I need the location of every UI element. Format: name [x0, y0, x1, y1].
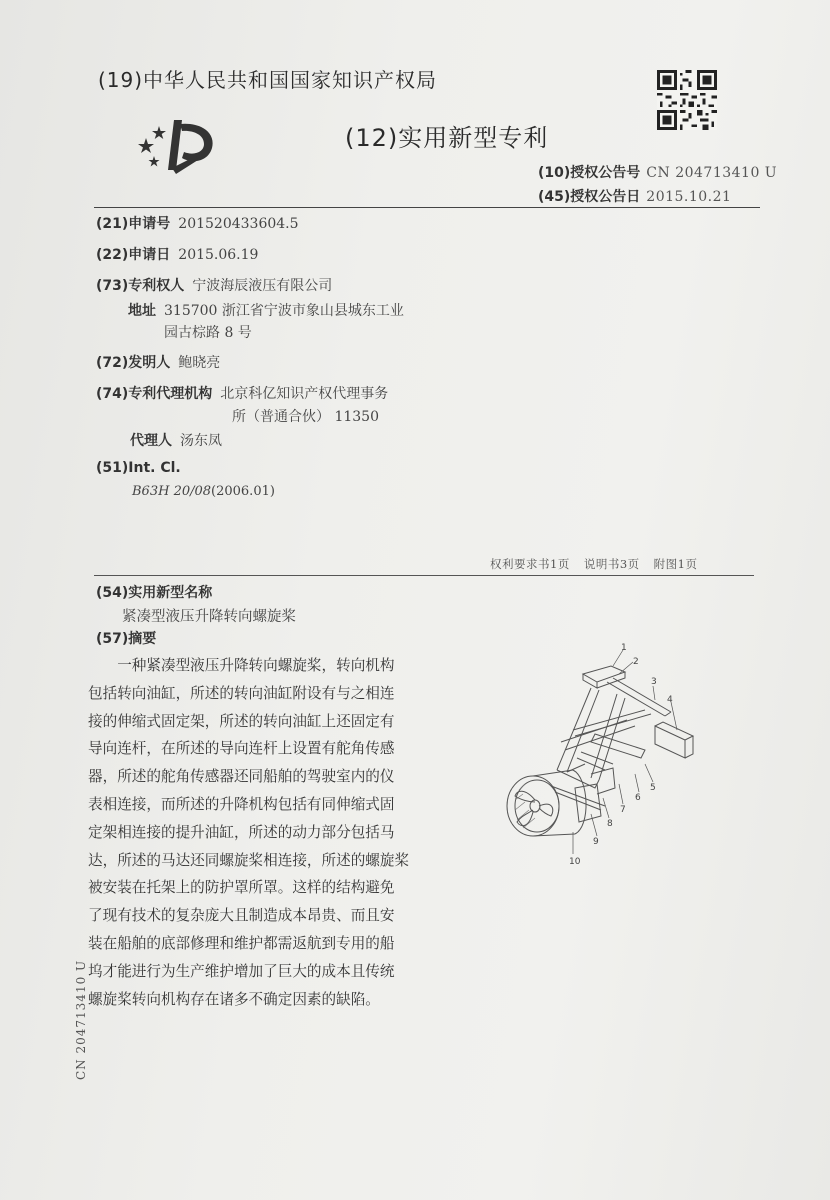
- inventor: 鲍晓亮: [178, 355, 221, 371]
- agent: 汤东凤: [180, 433, 222, 449]
- publication-number: CN 204713410 U: [646, 165, 778, 181]
- address-label: 地址: [128, 303, 156, 319]
- publication-number-label: (10)授权公告号: [538, 165, 641, 181]
- address-line1: 315700 浙江省宁波市象山县城东工业: [164, 303, 404, 319]
- ipc-label: (51)Int. Cl.: [96, 460, 181, 476]
- qr-code-icon: [657, 70, 717, 130]
- abstract-line: 接的伸缩式固定架，所述的转向油缸上还固定有: [88, 712, 395, 730]
- publication-date: 2015.10.21: [646, 189, 732, 205]
- patentee-row: [96, 275, 332, 295]
- abstract-line: 表相连接，而所述的升降机构包括有同伸缩式固: [88, 795, 395, 813]
- description-pages: 说明书3页: [583, 557, 640, 571]
- header-divider: [94, 207, 760, 208]
- page-counts: [490, 556, 711, 572]
- abstract-line: 导向连杆，在所述的导向连杆上设置有舵角传感: [88, 740, 395, 758]
- propeller-drawing: [495, 638, 715, 870]
- figure-label-7: 7: [620, 805, 626, 815]
- ipc-row: [96, 460, 181, 476]
- patentee-label: (73)专利权人: [96, 278, 185, 294]
- agency-label: (74)专利代理机构: [96, 386, 213, 402]
- application-date-row: [96, 244, 258, 264]
- figure-label-5: 5: [650, 783, 656, 793]
- figure-label-4: 4: [667, 695, 673, 705]
- figure-label-10: 10: [569, 857, 581, 867]
- application-number: 201520433604.5: [178, 216, 299, 232]
- abstract-line: 包括转向油缸，所述的转向油缸附设有与之相连: [88, 684, 395, 702]
- abstract-line: 器，所述的舵角传感器还同船舶的驾驶室内的仪: [88, 768, 395, 786]
- inventor-label: (72)发明人: [96, 355, 171, 371]
- figure-label-6: 6: [635, 793, 641, 803]
- abstract-text: [88, 652, 452, 1013]
- abstract-line: 定架相连接的提升油缸，所述的动力部分包括马: [88, 823, 395, 841]
- ipc-classification: [132, 484, 275, 499]
- abstract-line: 了现有技术的复杂庞大且制造成本昂贵、而且安: [88, 907, 395, 925]
- figure-label-1: 1: [621, 643, 627, 653]
- agency-line1: 北京科亿知识产权代理事务: [220, 386, 389, 402]
- abstract-line: 达，所述的马达还同螺旋桨相连接，所述的螺旋桨: [88, 851, 410, 869]
- application-number-row: [96, 213, 299, 233]
- inventor-row: [96, 352, 220, 372]
- claims-pages: 权利要求书1页: [490, 557, 570, 571]
- utility-model-title: 紧凑型液压升降转向螺旋桨: [122, 609, 296, 625]
- figure-label-2: 2: [633, 657, 639, 667]
- agency-line2: 所（普通合伙） 11350: [232, 409, 379, 425]
- section-divider: [94, 575, 754, 576]
- abstract-line: 一种紧凑型液压升降转向螺旋桨，转向机构: [88, 657, 395, 674]
- abstract-line: 被安装在托架上的防护罩所罩。这样的结构避免: [88, 879, 395, 897]
- publication-date-label: (45)授权公告日: [538, 189, 641, 205]
- publication-date-row: [538, 186, 731, 206]
- publication-number-row: [538, 162, 777, 182]
- abstract-line: 装在船舶的底部修理和维护都需返航到专用的船: [88, 934, 395, 952]
- office-title: (19)中华人民共和国国家知识产权局: [98, 68, 438, 92]
- agency-row: [96, 383, 388, 403]
- patentee: 宁波海辰液压有限公司: [192, 278, 333, 294]
- figure-label-3: 3: [651, 677, 657, 687]
- ipc-year: (2006.01): [211, 484, 275, 499]
- abstract-line: 螺旋桨转向机构存在诸多不确定因素的缺陷。: [88, 990, 380, 1008]
- side-publication-code: CN 204713410 U: [74, 959, 88, 1080]
- ipc-code: B63H 20/08: [132, 484, 212, 499]
- figure-label-9: 9: [593, 837, 599, 847]
- drawings-pages: 附图1页: [653, 557, 698, 571]
- document-type-title: (12)实用新型专利: [345, 124, 549, 152]
- application-number-label: (21)申请号: [96, 216, 171, 232]
- address-line2: 园古棕路 8 号: [164, 325, 252, 341]
- abstract-line: 坞才能进行为生产维护增加了巨大的成本且传统: [88, 962, 395, 980]
- agent-label: 代理人: [130, 433, 172, 449]
- application-date-label: (22)申请日: [96, 247, 171, 263]
- utility-model-title-label: [96, 582, 212, 602]
- title-label: (54)实用新型名称: [96, 585, 213, 601]
- figure-label-8: 8: [607, 819, 613, 829]
- abstract-heading: (57)摘要: [96, 631, 157, 647]
- agent-row: [130, 430, 222, 450]
- application-date: 2015.06.19: [178, 247, 259, 263]
- address-row: [128, 300, 404, 320]
- abstract-label: [96, 628, 156, 648]
- cnipa-logo-icon: [138, 116, 220, 180]
